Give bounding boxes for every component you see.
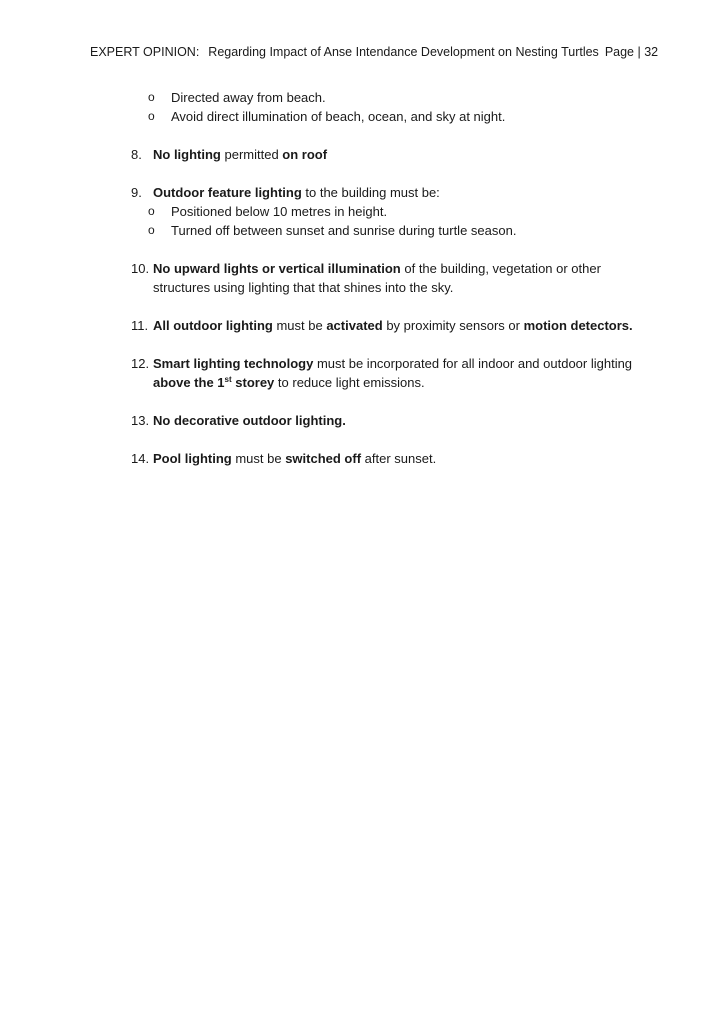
rule-bold-text: on roof [282,147,328,162]
rule-text: of the building, vegetation or other structures using lighting that that shines into the sky. [153,261,601,295]
rule-bold-text: No lighting [153,147,221,162]
bullet-icon: o [148,90,155,104]
rule-bold-text: activated [326,318,383,333]
rule-text: must be [231,451,286,466]
continued-bullet-list [0,88,723,126]
rule-8 [0,145,723,164]
rule-text: to the building must be: [301,185,440,200]
rule-number: 12. [131,356,150,371]
rule-10 [0,259,723,297]
rule-bold-text: motion detectors. [523,318,633,333]
rule-superscript: st [224,375,232,384]
bullet-text: Directed away from beach. [171,90,326,105]
bullet-text: Turned off between sunset and sunrise during turtle season. [171,223,517,238]
rule-text: must be incorporated for all indoor and outdoor lighting [313,356,633,371]
rule-bold-text: storey [231,375,275,390]
bullet-icon: o [148,223,155,237]
list-item [0,107,723,126]
rule-9 [0,183,723,240]
rule-text: to reduce light emissions. [274,375,425,390]
header-title: Regarding Impact of Anse Intendance Development on Nesting Turtles [208,45,599,59]
list-item [0,88,723,107]
rule-number: 13. [131,413,150,428]
rule-bold-text: No upward lights or vertical illumination [153,261,401,276]
rule-text: permitted [220,147,283,162]
rule-bold-text: above the 1 [153,375,225,390]
document-body [0,88,723,468]
rule-number: 11. [131,318,149,333]
rule-bold-text: No decorative outdoor lighting. [153,413,346,428]
bullet-text: Positioned below 10 metres in height. [171,204,388,219]
rule-number: 10. [131,261,150,276]
rule-14 [0,449,723,468]
rule-bold-text: All outdoor lighting [153,318,273,333]
rule-bold-text: switched off [285,451,362,466]
rule-text: by proximity sensors or [382,318,524,333]
list-item [0,202,653,221]
bullet-icon: o [148,109,155,123]
header-label: EXPERT OPINION: [90,45,200,59]
bullet-icon: o [148,204,155,218]
rule-bold-text: Smart lighting technology [153,356,314,371]
header-divider: | [637,45,641,59]
bullet-text: Avoid direct illumination of beach, ocean, and sky at night. [171,109,506,124]
rule-bold-text: Pool lighting [153,451,232,466]
page-header [90,43,659,61]
rule-number: 14. [131,451,150,466]
list-item [0,221,653,240]
rule-bold-text: Outdoor feature lighting [153,185,302,200]
rule-9-bullet-list [0,202,653,240]
header-page-number: 32 [644,45,659,59]
header-page-word: Page [604,45,635,59]
rule-text: must be [272,318,327,333]
rule-number: 8. [131,147,142,162]
rule-13 [0,411,723,430]
rule-11 [0,316,723,335]
rule-number: 9. [131,185,142,200]
rule-12 [0,354,723,392]
rule-text: after sunset. [361,451,437,466]
